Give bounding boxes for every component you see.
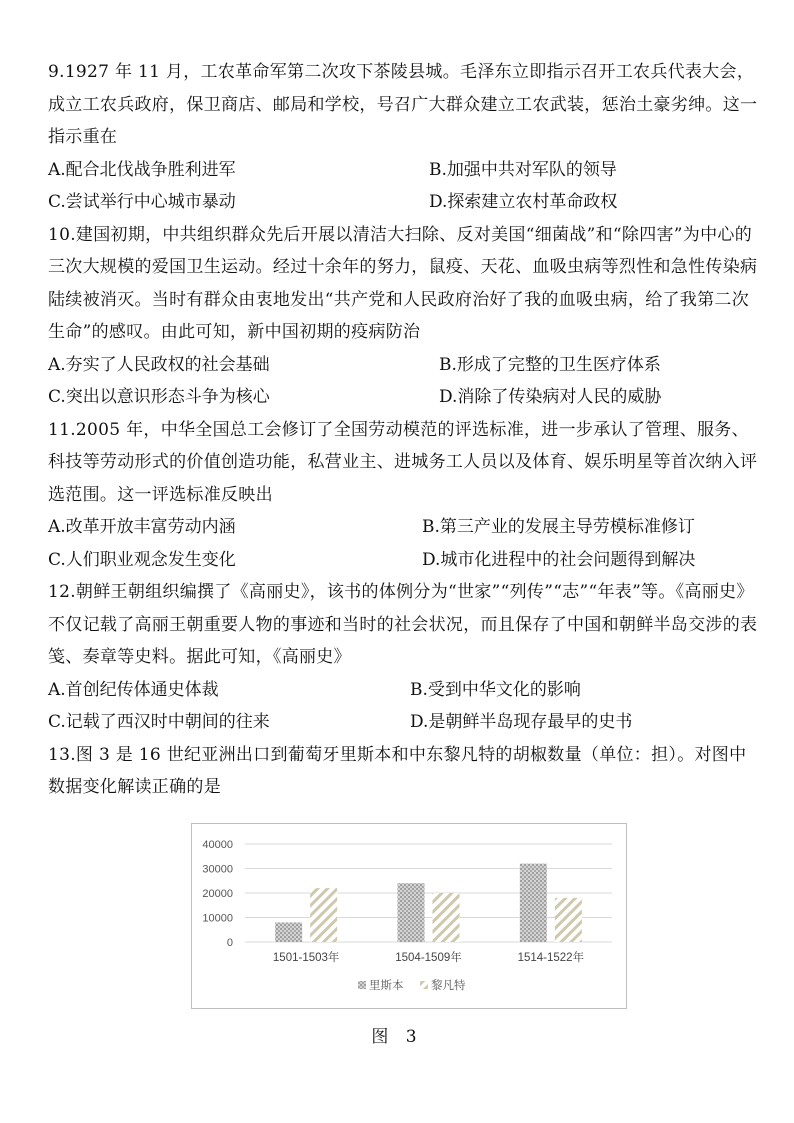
category-label: 1504-1509年 bbox=[395, 952, 462, 964]
question-11-options-row-2 bbox=[48, 544, 763, 577]
q11-option-c[interactable]: C.人们职业观念发生变化 bbox=[48, 549, 236, 570]
q12-option-d[interactable]: D.是朝鲜半岛现存最早的史书 bbox=[410, 712, 633, 732]
question-10-options-row-2 bbox=[48, 381, 763, 414]
q12-option-b[interactable]: B.受到中华文化的影响 bbox=[410, 679, 581, 700]
q9-option-b[interactable]: B.加强中共对军队的领导 bbox=[429, 159, 617, 180]
question-11-options-row-1 bbox=[48, 511, 763, 544]
bar-levant-1 bbox=[433, 893, 460, 942]
y-tick-label: 30000 bbox=[202, 863, 233, 876]
y-tick-label: 20000 bbox=[202, 888, 233, 900]
q10-option-d[interactable]: D.消除了传染病对人民的威胁 bbox=[439, 387, 662, 407]
question-12-options-row-1 bbox=[48, 674, 763, 707]
q9-option-a[interactable]: A.配合北伐战争胜利进军 bbox=[48, 159, 236, 180]
q10-option-b[interactable]: B.形成了完整的卫生医疗体系 bbox=[439, 354, 661, 375]
question-10-options-row-1 bbox=[48, 349, 763, 382]
pepper-export-chart bbox=[191, 823, 627, 1009]
y-tick-label: 0 bbox=[226, 937, 233, 949]
q10-option-a[interactable]: A.夯实了人民政权的社会基础 bbox=[48, 354, 270, 375]
chart-bars bbox=[275, 864, 582, 942]
q10-option-c[interactable]: C.突出以意识形态斗争为核心 bbox=[48, 387, 270, 407]
chart-y-tick-labels bbox=[202, 839, 233, 949]
question-9-options-row-2 bbox=[48, 186, 763, 219]
chart-category-labels bbox=[273, 950, 585, 964]
legend-swatch-1 bbox=[420, 981, 428, 989]
y-tick-label: 10000 bbox=[202, 912, 233, 925]
question-area bbox=[48, 56, 763, 804]
q9-option-d[interactable]: D.探索建立农村革命政权 bbox=[429, 192, 618, 212]
legend-swatch-0 bbox=[358, 981, 366, 989]
legend-label-0: 里斯本 bbox=[369, 978, 404, 992]
q12-option-a[interactable]: A.首创纪传体通史体裁 bbox=[48, 679, 219, 700]
question-12-stem: 12.朝鲜王朝组织编撰了《高丽史》，该书的体例分为“世家”“列传”“志”“年表”等。《高丽史》不仅记载了高丽王朝重要人物的事迹和当时的社会状况，而且保存了中国和朝鲜半岛交涉的表笺、奏章等史料。据此可知，《高丽史》 bbox=[48, 582, 758, 667]
bar-lisbon-1 bbox=[398, 883, 425, 942]
q11-option-d[interactable]: D.城市化进程中的社会问题得到解决 bbox=[422, 549, 696, 570]
category-label: 1501-1503年 bbox=[272, 952, 340, 964]
q9-option-c[interactable]: C.尝试举行中心城市暴动 bbox=[48, 192, 236, 212]
question-13-stem: 13.图 3 是 16 世纪亚洲出口到葡萄牙里斯本和中东黎凡特的胡椒数量（单位：担）。对图中数据变化解读正确的是 bbox=[48, 744, 747, 797]
y-tick-label: 40000 bbox=[202, 839, 233, 851]
bar-levant-0 bbox=[310, 888, 337, 942]
chart-legend bbox=[358, 978, 466, 992]
q11-option-a[interactable]: A.改革开放丰富劳动内涵 bbox=[48, 517, 236, 537]
chart-svg bbox=[192, 824, 626, 1008]
question-12-options-row-2 bbox=[48, 706, 763, 739]
question-9-stem: 9.1927 年 11 月，工农革命军第二次攻下茶陵县城。毛泽东立即指示召开工农兵代表大会，成立工农兵政府，保卫商店、邮局和学校，号召广大群众建立工农武装，惩治土豪劣绅。这一指示重在 bbox=[48, 62, 758, 147]
bar-lisbon-0 bbox=[275, 922, 302, 942]
q12-option-c[interactable]: C.记载了西汉时中朝间的往来 bbox=[48, 712, 270, 732]
q11-option-b[interactable]: B.第三产业的发展主导劳模标准修订 bbox=[422, 517, 695, 537]
bar-lisbon-2 bbox=[520, 864, 547, 942]
question-10-stem: 10.建国初期，中共组织群众先后开展以清洁大扫除、反对美国“细菌战”和“除四害”为中心的三次大规模的爱国卫生运动。经过十余年的努力，鼠疫、天花、血吸虫病等烈性和急性传染病陆续被消灭。当时有群众由衷地发出“共产党和人民政府治好了我的血吸虫病，给了我第二次生命”的感叹。由此可知，新中国初期的疫病防治 bbox=[48, 224, 758, 342]
question-9-options-row-1 bbox=[48, 154, 763, 187]
bar-levant-2 bbox=[555, 898, 582, 942]
question-11-stem: 11.2005 年，中华全国总工会修订了全国劳动模范的评选标准，进一步承认了管理、服务、科技等劳动形式的价值创造功能，私营业主、进城务工人员以及体育、娱乐明星等首次纳入评选范围。这一评选标准反映出 bbox=[48, 419, 758, 505]
category-label: 1514-1522年 bbox=[517, 952, 585, 964]
figure-caption: 图 3 bbox=[371, 1027, 423, 1047]
legend-label-1: 黎凡特 bbox=[431, 978, 466, 992]
